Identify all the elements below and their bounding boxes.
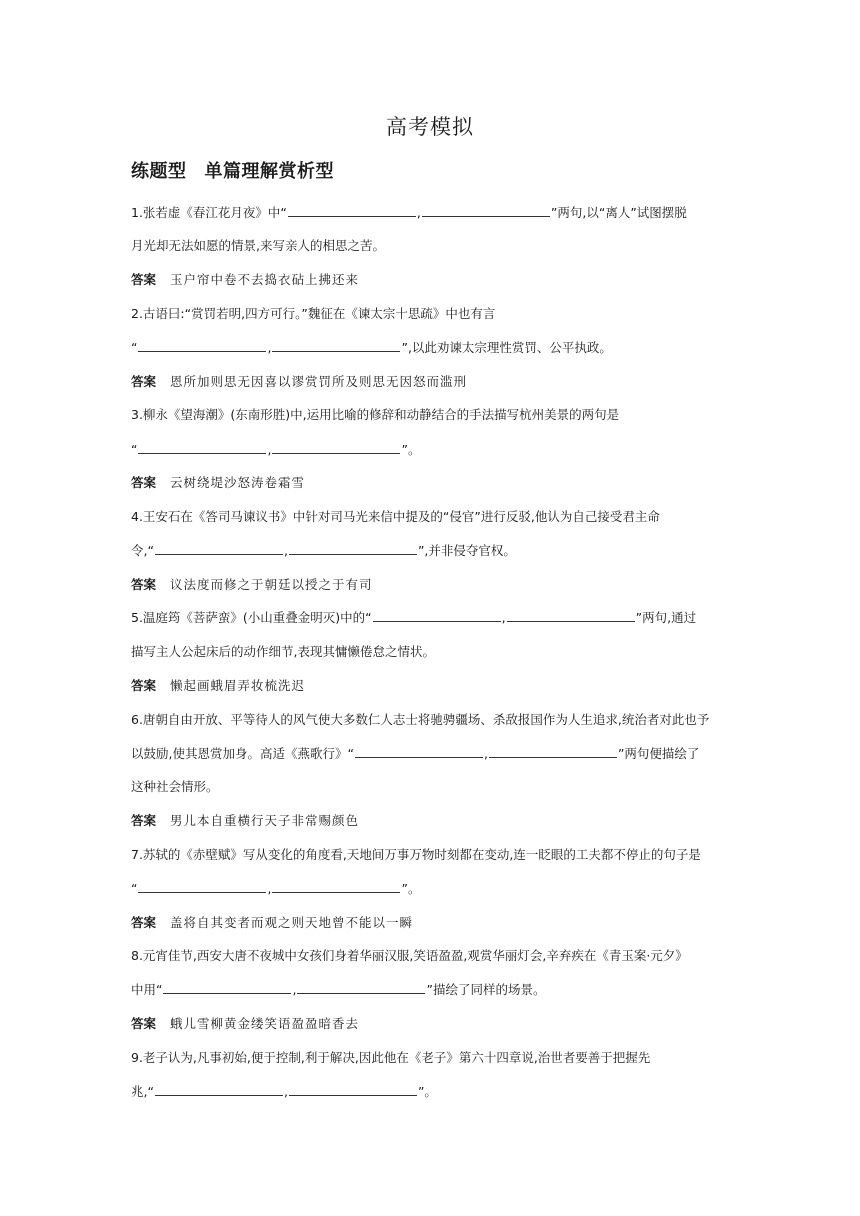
answer-blank[interactable] <box>355 744 483 758</box>
answer-blank[interactable] <box>489 744 617 758</box>
section-heading-part1: 练题型 <box>131 161 187 182</box>
answer-7: 答案 盖将自其变者而观之则天地曾不能以一瞬 <box>131 915 414 930</box>
question-7-line-1: 7.苏轼的《赤壁赋》写从变化的角度看,天地间万事万物时刻都在变动,连一眨眼的工夫都不停止的句子是 <box>131 847 701 862</box>
question-6-line-3: 这种社会情形。 <box>131 779 219 794</box>
answer-blank[interactable] <box>138 440 266 454</box>
answer-blank[interactable] <box>373 608 501 622</box>
question-3-line-2: “ , ”。 <box>131 442 421 457</box>
answer-blank[interactable] <box>272 338 400 352</box>
question-6-line-1: 6.唐朝自由开放、平等待人的风气使大多数仁人志士将驰骋疆场、杀敌报国作为人生追求,统治者对此也予 <box>131 712 710 727</box>
answer-label: 答案 <box>131 272 157 287</box>
question-9-line-1: 9.老子认为,凡事初始,便于控制,利于解决,因此他在《老子》第六十四章说,治世者要善于把握先 <box>131 1050 651 1065</box>
question-4-line-1: 4.王安石在《答司马谏议书》中针对司马光来信中提及的“侵官”进行反驳,他认为自己接受君主命 <box>131 509 660 524</box>
answer-2: 答案 恩所加则思无因喜以谬赏罚所及则思无因怒而滥刑 <box>131 374 468 389</box>
answer-blank[interactable] <box>289 1082 417 1096</box>
answer-3: 答案 云树绕堤沙怒涛卷霜雪 <box>131 475 306 490</box>
question-6-line-2: 以鼓励,使其恩赏加身。高适《燕歌行》“ , ”两句便描绘了 <box>131 746 700 761</box>
question-5-line-1: 5.温庭筠《菩萨蛮》(小山重叠金明灭)中的“ , ”两句,通过 <box>131 610 697 625</box>
question-1-line-1: 1.张若虚《春江花月夜》中“ , ”两句,以“离人”试图摆脱 <box>131 205 687 220</box>
answer-blank[interactable] <box>288 203 416 217</box>
answer-blank[interactable] <box>289 541 417 555</box>
answer-blank[interactable] <box>507 608 635 622</box>
section-heading-part2: 单篇理解赏析型 <box>204 161 334 182</box>
question-3-line-1: 3.柳永《望海潮》(东南形胜)中,运用比喻的修辞和动静结合的手法描写杭州美景的两句是 <box>131 407 620 422</box>
page-title: 高考模拟 <box>386 115 474 139</box>
question-5-line-2: 描写主人公起床后的动作细节,表现其慵懒倦怠之情状。 <box>131 644 435 659</box>
question-2-line-2: “ , ”,以此劝谏太宗理性赏罚、公平执政。 <box>131 340 612 355</box>
answer-blank[interactable] <box>138 879 266 893</box>
answer-1: 答案 玉户帘中卷不去捣衣砧上拂还来 <box>131 272 360 287</box>
question-8-line-2: 中用“ , ”描绘了同样的场景。 <box>131 982 546 997</box>
answer-blank[interactable] <box>272 879 400 893</box>
answer-blank[interactable] <box>272 440 400 454</box>
question-1-line-2: 月光却无法如愿的情景,来写亲人的相思之苦。 <box>131 238 385 253</box>
question-2-line-1: 2.古语曰:“赏罚若明,四方可行。”魏征在《谏太宗十思疏》中也有言 <box>131 306 496 321</box>
question-4-line-2: 令,“ , ”,并非侵夺官权。 <box>131 543 516 558</box>
question-9-line-2: 兆,“ , ”。 <box>131 1084 437 1099</box>
section-heading <box>131 158 334 186</box>
answer-8: 答案 蛾儿雪柳黄金缕笑语盈盈暗香去 <box>131 1016 360 1031</box>
answer-blank[interactable] <box>422 203 550 217</box>
question-7-line-2: “ , ”。 <box>131 881 421 896</box>
question-8-line-1: 8.元宵佳节,西安大唐不夜城中女孩们身着华丽汉服,笑语盈盈,观赏华丽灯会,辛弃疾在《青玉案·元夕》 <box>131 948 688 963</box>
answer-blank[interactable] <box>155 541 283 555</box>
answer-4: 答案 议法度而修之于朝廷以授之于有司 <box>131 577 373 592</box>
answer-blank[interactable] <box>163 980 291 994</box>
answer-6: 答案 男儿本自重横行天子非常赐颜色 <box>131 813 360 828</box>
answer-blank[interactable] <box>155 1082 283 1096</box>
answer-blank[interactable] <box>297 980 425 994</box>
answer-5: 答案 懒起画蛾眉弄妆梳洗迟 <box>131 678 306 693</box>
answer-blank[interactable] <box>138 338 266 352</box>
